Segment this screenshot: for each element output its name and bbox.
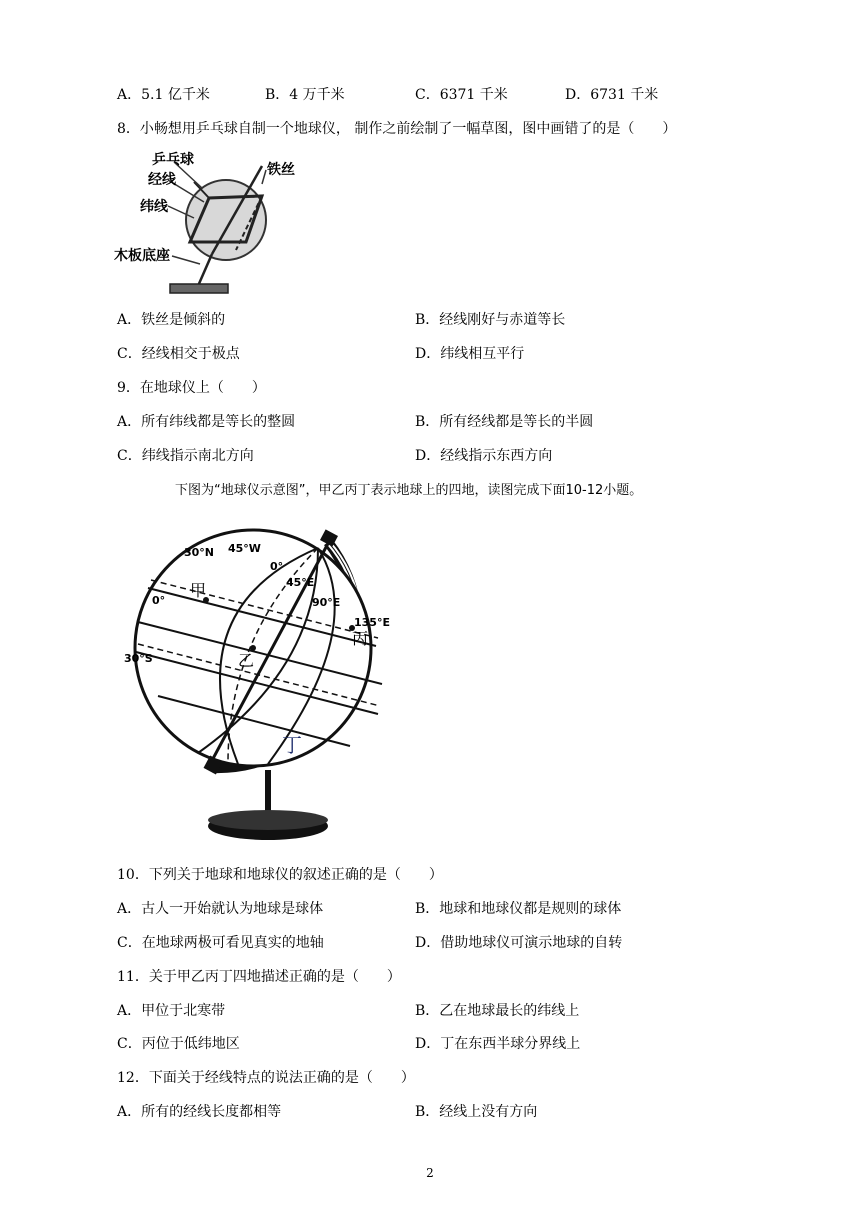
label-wire: 铁丝 bbox=[267, 162, 295, 178]
q9-option-d: D．经线指示东西方向 bbox=[415, 448, 553, 464]
q8-option-c: C．经线相交于极点 bbox=[117, 346, 240, 362]
label-yi: 乙 bbox=[238, 651, 255, 670]
q8-option-d: D．纬线相互平行 bbox=[415, 346, 525, 362]
globe-diagram bbox=[118, 528, 414, 846]
q10-option-b: B．地球和地球仪都是规则的球体 bbox=[415, 901, 622, 917]
q11-option-c: C．丙位于低纬地区 bbox=[117, 1036, 240, 1052]
label-0-top: 0° bbox=[270, 560, 284, 573]
q11-stem: 11．关于甲乙丙丁四地描述正确的是（ ） bbox=[117, 969, 401, 985]
q7-option-b: B．4 万千米 bbox=[265, 87, 345, 103]
q11-option-d: D．丁在东西半球分界线上 bbox=[415, 1036, 581, 1052]
q12-option-a: A．所有的经线长度都相等 bbox=[117, 1104, 282, 1120]
q7-option-a: A．5.1 亿千米 bbox=[117, 87, 210, 103]
label-45w: 45°W bbox=[228, 542, 261, 555]
label-30n: 30°N bbox=[184, 546, 215, 559]
label-45e: 45°E bbox=[286, 576, 315, 589]
page-number: 2 bbox=[426, 1166, 434, 1180]
label-pingpong: 乒乓球 bbox=[152, 152, 194, 168]
label-jia: 甲 bbox=[190, 581, 207, 600]
q11-option-a: A．甲位于北寒带 bbox=[117, 1003, 226, 1019]
q11-option-b: B．乙在地球最长的纬线上 bbox=[415, 1003, 580, 1019]
pingpong-globe-sketch bbox=[112, 146, 312, 298]
label-30s: 30°S bbox=[124, 652, 153, 665]
q9-option-b: B．所有经线都是等长的半圆 bbox=[415, 414, 594, 430]
q7-option-d: D．6731 千米 bbox=[565, 87, 659, 103]
label-135e: 135°E bbox=[354, 616, 390, 629]
section-intro: 下图为“地球仪示意图”，甲乙丙丁表示地球上的四地，读图完成下面10-12小题。 bbox=[175, 483, 643, 498]
label-base: 木板底座 bbox=[114, 248, 170, 264]
q8-option-a: A．铁丝是倾斜的 bbox=[117, 312, 226, 328]
q10-stem: 10．下列关于地球和地球仪的叙述正确的是（ ） bbox=[117, 867, 443, 883]
q9-stem: 9．在地球仪上（ ） bbox=[117, 380, 266, 396]
q10-option-d: D．借助地球仪可演示地球的自转 bbox=[415, 935, 623, 951]
q10-option-a: A．古人一开始就认为地球是球体 bbox=[117, 901, 324, 917]
q8-stem: 8．小畅想用乒乓球自制一个地球仪， 制作之前绘制了一幅草图，图中画错了的是（ ） bbox=[117, 121, 677, 137]
q7-option-c: C．6371 千米 bbox=[415, 87, 508, 103]
q9-option-c: C．纬线指示南北方向 bbox=[117, 448, 254, 464]
q9-option-a: A．所有纬线都是等长的整圆 bbox=[117, 414, 296, 430]
q12-option-b: B．经线上没有方向 bbox=[415, 1104, 538, 1120]
q10-option-c: C．在地球两极可看见真实的地轴 bbox=[117, 935, 324, 951]
q8-option-b: B．经线刚好与赤道等长 bbox=[415, 312, 566, 328]
label-bing: 丙 bbox=[352, 629, 369, 648]
label-equator-0: 0° bbox=[152, 594, 166, 607]
label-parallel: 纬线 bbox=[140, 199, 168, 215]
label-meridian: 经线 bbox=[148, 172, 176, 188]
label-90e: 90°E bbox=[312, 596, 341, 609]
q12-stem: 12．下面关于经线特点的说法正确的是（ ） bbox=[117, 1070, 415, 1086]
label-ding: 丁 bbox=[282, 733, 302, 757]
